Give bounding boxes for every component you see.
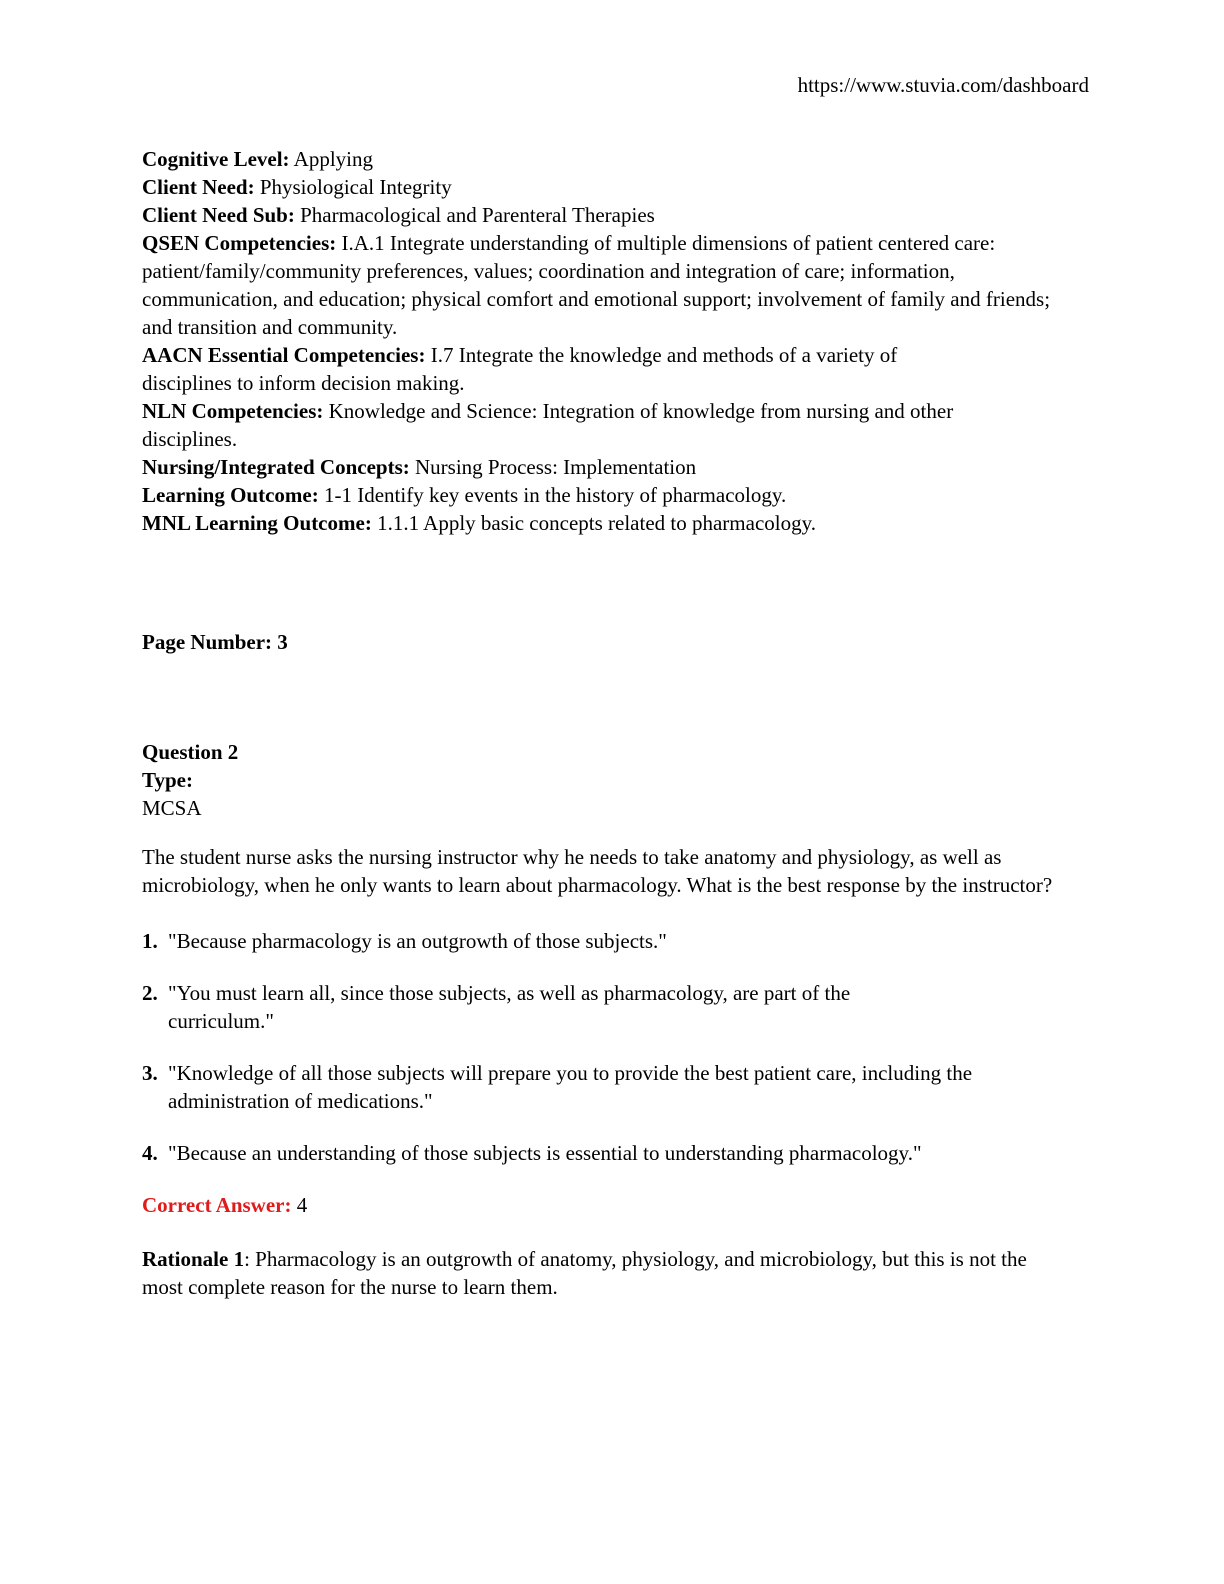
page-number: Page Number: 3 xyxy=(142,630,288,654)
meta-label: NLN Competencies: xyxy=(142,399,324,423)
option-text: "Because pharmacology is an outgrowth of those subjects." xyxy=(168,929,667,953)
question-block xyxy=(142,738,1082,1301)
correct-answer xyxy=(142,1191,1082,1219)
option-number: 1. xyxy=(142,929,158,953)
meta-client-need xyxy=(142,173,1082,201)
meta-nln-competencies xyxy=(142,397,1012,453)
answer-option-2 xyxy=(142,979,942,1035)
correct-answer-value: 4 xyxy=(291,1193,308,1217)
meta-value: Pharmacological and Parenteral Therapies xyxy=(294,203,655,227)
answer-option-3 xyxy=(142,1059,1052,1115)
rationale xyxy=(142,1245,1062,1301)
meta-value: 1.1.1 Apply basic concepts related to pharmacology. xyxy=(371,511,816,535)
meta-aacn-competencies xyxy=(142,341,972,397)
meta-value: Applying xyxy=(289,147,373,171)
meta-value: I.A.1 Integrate understanding of multiple dimensions of patient centered care: patient/family/community preferences, values; coordination and integration of care; information, communication, and education; physical comfort and emotional support; involvement of family and friends; and transition and community. xyxy=(142,231,1051,339)
question-stem: The student nurse asks the nursing instructor why he needs to take anatomy and physiology, as well as microbiology, when he only wants to learn about pharmacology. What is the best response by the instructor? xyxy=(142,845,1053,897)
meta-cognitive-level xyxy=(142,145,1082,173)
answer-option-4 xyxy=(142,1139,1082,1167)
meta-label: Cognitive Level: xyxy=(142,147,290,171)
answer-options xyxy=(142,927,1082,1167)
meta-value: I.7 Integrate the knowledge and methods of a variety of disciplines to inform decision making. xyxy=(142,343,898,395)
question-title: Question 2 xyxy=(142,740,239,764)
meta-value: Nursing Process: Implementation xyxy=(409,455,697,479)
meta-value: 1-1 Identify key events in the history of pharmacology. xyxy=(318,483,787,507)
meta-label: MNL Learning Outcome: xyxy=(142,511,372,535)
meta-nursing-concepts xyxy=(142,453,1082,481)
meta-label: Client Need: xyxy=(142,175,255,199)
meta-label: Client Need Sub: xyxy=(142,203,295,227)
meta-value: Knowledge and Science: Integration of knowledge from nursing and other disciplines. xyxy=(142,399,954,451)
option-text: "You must learn all, since those subjects, as well as pharmacology, are part of the curriculum." xyxy=(168,981,851,1033)
option-number: 4. xyxy=(142,1141,158,1165)
meta-label: AACN Essential Competencies: xyxy=(142,343,426,367)
meta-value: Physiological Integrity xyxy=(254,175,452,199)
option-text: "Knowledge of all those subjects will prepare you to provide the best patient care, including the administration of medications." xyxy=(168,1061,973,1113)
question-type-label: Type: xyxy=(142,768,193,792)
option-number: 2. xyxy=(142,981,158,1005)
question-type-value: MCSA xyxy=(142,796,202,820)
metadata-block xyxy=(142,145,1082,537)
meta-label: QSEN Competencies: xyxy=(142,231,337,255)
answer-option-1 xyxy=(142,927,1082,955)
meta-label: Nursing/Integrated Concepts: xyxy=(142,455,410,479)
option-number: 3. xyxy=(142,1061,158,1085)
meta-label: Learning Outcome: xyxy=(142,483,319,507)
rationale-text: : Pharmacology is an outgrowth of anatomy, physiology, and microbiology, but this is not the most complete reason for the nurse to learn them. xyxy=(142,1247,1027,1299)
correct-answer-label: Correct Answer: xyxy=(142,1193,292,1217)
meta-client-need-sub xyxy=(142,201,1082,229)
meta-mnl-learning-outcome xyxy=(142,509,1082,537)
header-url: https://www.stuvia.com/dashboard xyxy=(797,73,1089,97)
option-text: "Because an understanding of those subjects is essential to understanding pharmacology." xyxy=(168,1141,922,1165)
meta-qsen-competencies xyxy=(142,229,1082,341)
meta-learning-outcome xyxy=(142,481,1082,509)
rationale-label: Rationale 1 xyxy=(142,1247,245,1271)
